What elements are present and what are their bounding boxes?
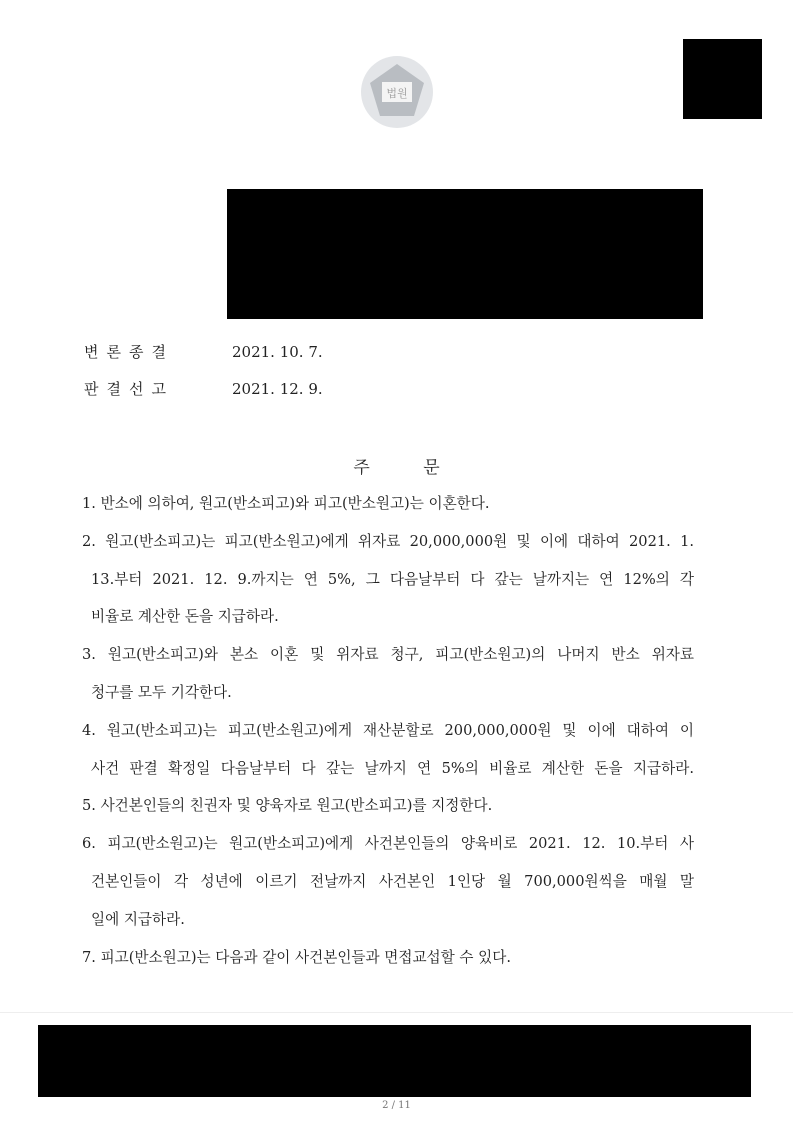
ruling-line: 7. 피고(반소원고)는 다음과 같이 사건본인들과 면접교섭할 수 있다.	[82, 948, 511, 966]
ruling-line: 6. 피고(반소원고)는 원고(반소피고)에게 사건본인들의 양육비로 2021. 12. 10.부터 사	[82, 835, 694, 853]
ruling-line: 4. 원고(반소피고)는 피고(반소원고)에게 재산분할로 200,000,000원 및 이에 대하여 이	[82, 721, 694, 739]
ruling-line: 일에 지급하라.	[91, 910, 185, 928]
page-number: 2 / 11	[382, 1100, 411, 1111]
seal-text: 법원	[386, 87, 408, 100]
ruling-line: 3. 원고(반소피고)와 본소 이혼 및 위자료 청구, 피고(반소원고)의 나머지 반소 위자료	[82, 646, 694, 664]
ruling-line: 건본인들이 각 성년에 이르기 전날까지 사건본인 1인당 월 700,000원씩을 매월 말	[91, 873, 694, 890]
meta-label: 변론종결	[84, 343, 174, 361]
meta-value: 2021. 10. 7.	[232, 343, 323, 361]
meta-value: 2021. 12. 9.	[232, 380, 323, 398]
section-heading: 주 문	[353, 458, 440, 478]
ruling-line: 청구를 모두 기각한다.	[91, 684, 232, 701]
ruling-line: 사건 판결 확정일 다음날부터 다 갚는 날까지 연 5%의 비율로 계산한 돈을 지급하라.	[91, 759, 694, 777]
divider	[0, 1012, 793, 1013]
ruling-line: 1. 반소에 의하여, 원고(반소피고)와 피고(반소원고)는 이혼한다.	[82, 495, 490, 512]
meta-label: 판결선고	[84, 380, 174, 398]
court-seal-logo	[352, 50, 442, 132]
redaction-case-info	[227, 189, 703, 319]
ruling-line: 비율로 계산한 돈을 지급하라.	[91, 608, 279, 626]
meta-row-verdict	[84, 378, 323, 399]
meta-row-closing	[84, 341, 323, 362]
redaction-top-right	[683, 39, 762, 119]
ruling-line: 5. 사건본인들의 친권자 및 양육자로 원고(반소피고)를 지정한다.	[82, 797, 493, 815]
ruling-line: 2. 원고(반소피고)는 피고(반소원고)에게 위자료 20,000,000원 및 이에 대하여 2021. 1.	[82, 532, 694, 550]
ruling-line: 13.부터 2021. 12. 9.까지는 연 5%, 그 다음날부터 다 갚는 날까지는 연 12%의 각	[91, 570, 694, 588]
redaction-bottom	[38, 1025, 751, 1097]
